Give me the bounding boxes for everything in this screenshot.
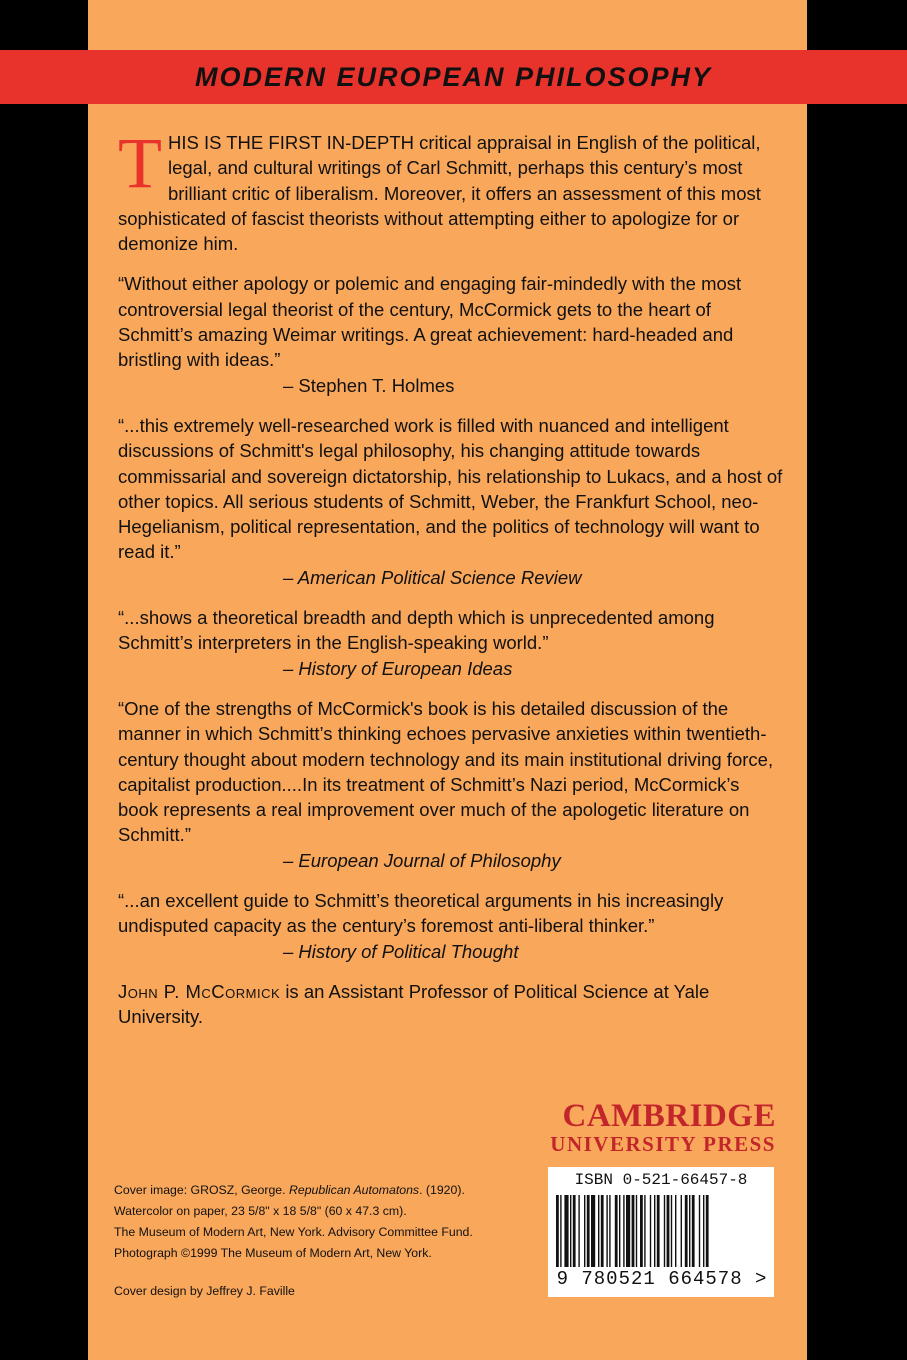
credit-prefix: Cover image: GROSZ, George. [114, 1183, 286, 1197]
barcode [548, 1167, 774, 1297]
review-block [118, 696, 784, 873]
review-quote: “...an excellent guide to Schmitt’s theoretical arguments in his increasingly undisputed capacity as the century’s foremost anti-liberal thinker.” [118, 890, 724, 937]
ean-number: 9 780521 664578 > [556, 1268, 768, 1290]
review-block [118, 888, 784, 964]
credit-suffix: . (1920). [419, 1183, 465, 1197]
review-quote: “One of the strengths of McCormick's book is his detailed discussion of the manner in which Schmitt’s thinking echoes pervasive anxieties within twentieth-century thought about modern technology and its main institutional driving force, capitalist production....In its treatment of Schmitt’s Nazi period, McCormick’s book represents a real improvement over much of the apologetic literature on Schmitt.” [118, 697, 774, 846]
series-banner [0, 50, 907, 104]
cover-credits [114, 1180, 534, 1264]
review-quote: “...this extremely well-researched work is filled with nuanced and intelligent discussions of Schmitt's legal philosophy, his changing attitude towards commissarial and sovereign dictatorship, his relationship to Lukacs, and a host of other topics. All serious students of Schmitt, Weber, the Frankfurt School, neo-Hegelianism, political representation, and the politics of technology will want to read it.” [118, 414, 783, 563]
back-cover-text [118, 123, 784, 1045]
review-block [118, 271, 784, 397]
intro-paragraph [118, 123, 784, 256]
publisher-logo [540, 1099, 776, 1155]
review-block [118, 605, 784, 681]
review-source: – European Journal of Philosophy [283, 849, 561, 871]
series-title: MODERN EUROPEAN PHILOSOPHY [194, 61, 713, 92]
publisher-name: CAMBRIDGE [562, 1098, 776, 1134]
credit-line: Photograph ©1999 The Museum of Modern Art, New York. [114, 1246, 432, 1260]
review-source: – American Political Science Review [283, 566, 582, 588]
review-block [118, 413, 784, 590]
cover-designer: Cover design by Jeffrey J. Faville [114, 1284, 295, 1298]
review-source: – History of European Ideas [283, 657, 513, 679]
credit-line: The Museum of Modern Art, New York. Advisory Committee Fund. [114, 1225, 473, 1239]
review-quote: “...shows a theoretical breadth and depth which is unprecedented among Schmitt’s interpreters in the English-speaking world.” [118, 607, 715, 654]
publisher-press: UNIVERSITY PRESS [550, 1132, 776, 1156]
author-name: John P. McCormick [118, 980, 281, 1002]
review-source: – Stephen T. Holmes [283, 374, 455, 396]
review-source: – History of Political Thought [283, 940, 519, 962]
intro-text: critical appraisal in English of the political, legal, and cultural writings of Carl Schmitt, perhaps this century’s most brilliant critic of liberalism. Moreover, it offers an assessment of this most sophisticated of fascist theorists without attempting either to apologize for or demonize him. [118, 132, 761, 255]
intro-lead: HIS IS THE FIRST IN-DEPTH [167, 132, 414, 153]
author-bio [118, 979, 784, 1030]
barcode-bars [554, 1195, 768, 1271]
artwork-title: Republican Automatons [288, 1183, 420, 1197]
drop-cap: T [118, 123, 162, 203]
isbn-label: ISBN 0-521-66457-8 [574, 1171, 748, 1189]
credit-line: Watercolor on paper, 23 5/8" x 18 5/8" (60 x 47.3 cm). [114, 1204, 407, 1218]
author-bio-text: is an Assistant Professor of Political Science at Yale University. [118, 980, 710, 1028]
credit-line [114, 1180, 534, 1201]
review-quote: “Without either apology or polemic and engaging fair-mindedly with the most controversial legal theorist of the century, McCormick gets to the heart of Schmitt’s amazing Weimar writings. A great achievement: hard-headed and bristling with ideas.” [118, 273, 742, 371]
